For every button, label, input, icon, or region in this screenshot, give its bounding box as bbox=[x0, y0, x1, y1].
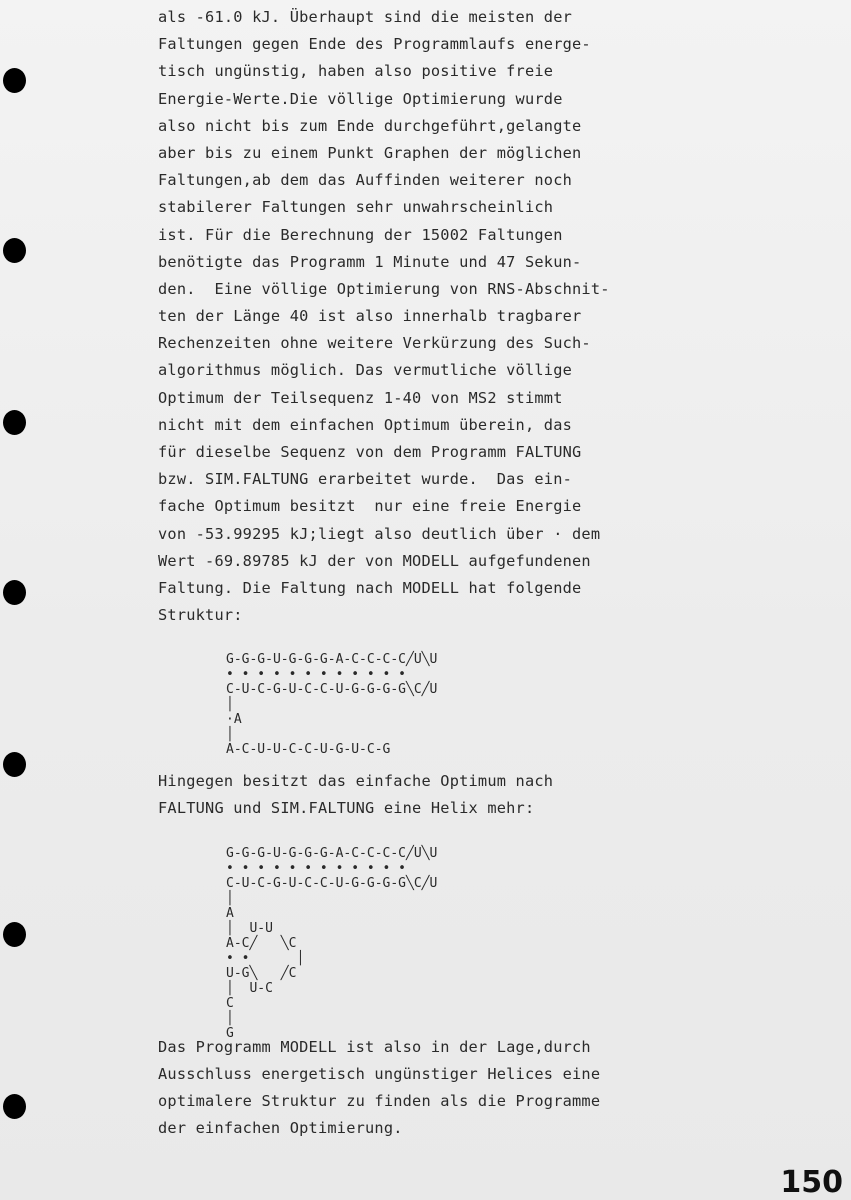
punch-hole bbox=[3, 922, 26, 947]
text-line: algorithmus möglich. Das vermutliche völlige bbox=[158, 361, 573, 380]
text-line: von -53.99295 kJ;liegt also deutlich über · dem bbox=[158, 524, 601, 543]
punch-hole bbox=[3, 238, 26, 263]
rna-structure-faltung: G-G-G-U-G-G-G-A-C-C-C-C╱U╲U • • • • • • • • • • • • C-U-C-G-U-C-C-U-G-G-G-G╲C╱U │ A │ U-U A-C╱ ╲C • • │ U-G╲ ╱C │ U-C C │ G bbox=[226, 846, 438, 1041]
text-line: Faltung. Die Faltung nach MODELL hat folgende bbox=[158, 578, 582, 597]
text-line: also nicht bis zum Ende durchgeführt,gelangte bbox=[158, 116, 582, 135]
text-line: Hingegen besitzt das einfache Optimum nach bbox=[158, 772, 554, 790]
text-line: nicht mit dem einfachen Optimum überein, das bbox=[158, 415, 573, 434]
text-line: tisch ungünstig, haben also positive freie bbox=[158, 62, 554, 81]
paragraph-main bbox=[158, 4, 718, 629]
text-line: der einfachen Optimierung. bbox=[158, 1119, 403, 1137]
text-line: aber bis zu einem Punkt Graphen der möglichen bbox=[158, 143, 582, 162]
text-line: Struktur: bbox=[158, 606, 243, 625]
text-line: stabilerer Faltungen sehr unwahrscheinlich bbox=[158, 198, 554, 217]
text-line: benötigte das Programm 1 Minute und 47 Sekun- bbox=[158, 252, 582, 271]
text-line: Optimum der Teilsequenz 1-40 von MS2 stimmt bbox=[158, 388, 563, 407]
text-line: Das Programm MODELL ist also in der Lage,durch bbox=[158, 1038, 591, 1056]
text-line: bzw. SIM.FALTUNG erarbeitet wurde. Das ein- bbox=[158, 470, 573, 489]
rna-structure-modell: G-G-G-U-G-G-G-A-C-C-C-C╱U╲U • • • • • • • • • • • • C-U-C-G-U-C-C-U-G-G-G-G╲C╱U │ ·A │ A-C-U-U-C-C-U-G-U-C-G bbox=[226, 652, 438, 757]
text-line: den. Eine völlige Optimierung von RNS-Abschnit- bbox=[158, 279, 610, 298]
punch-hole bbox=[3, 1094, 26, 1119]
paragraph-comparison bbox=[158, 768, 718, 822]
text-line: als -61.0 kJ. Überhaupt sind die meisten der bbox=[158, 8, 573, 26]
page-number: 150 bbox=[780, 1165, 843, 1200]
punch-hole bbox=[3, 68, 26, 93]
punch-hole bbox=[3, 410, 26, 435]
text-line: Wert -69.89785 kJ der von MODELL aufgefundenen bbox=[158, 551, 591, 570]
text-line: Energie-Werte.Die völlige Optimierung wurde bbox=[158, 89, 563, 108]
text-line: Ausschluss energetisch ungünstiger Helices eine bbox=[158, 1065, 601, 1083]
text-line: fache Optimum besitzt nur eine freie Energie bbox=[158, 497, 582, 516]
paragraph-conclusion bbox=[158, 1034, 718, 1142]
text-line: ten der Länge 40 ist also innerhalb tragbarer bbox=[158, 307, 582, 326]
text-line: Faltungen gegen Ende des Programmlaufs energe- bbox=[158, 35, 591, 54]
punch-hole bbox=[3, 752, 26, 777]
punch-hole bbox=[3, 580, 26, 605]
text-line: für dieselbe Sequenz von dem Programm FALTUNG bbox=[158, 443, 582, 461]
text-line: ist. Für die Berechnung der 15002 Faltungen bbox=[158, 225, 563, 244]
text-line: optimalere Struktur zu finden als die Programme bbox=[158, 1092, 601, 1110]
text-line: FALTUNG und SIM.FALTUNG eine Helix mehr: bbox=[158, 799, 535, 817]
text-line: Faltungen,ab dem das Auffinden weiterer noch bbox=[158, 171, 573, 190]
text-line: Rechenzeiten ohne weitere Verkürzung des Such- bbox=[158, 334, 591, 353]
